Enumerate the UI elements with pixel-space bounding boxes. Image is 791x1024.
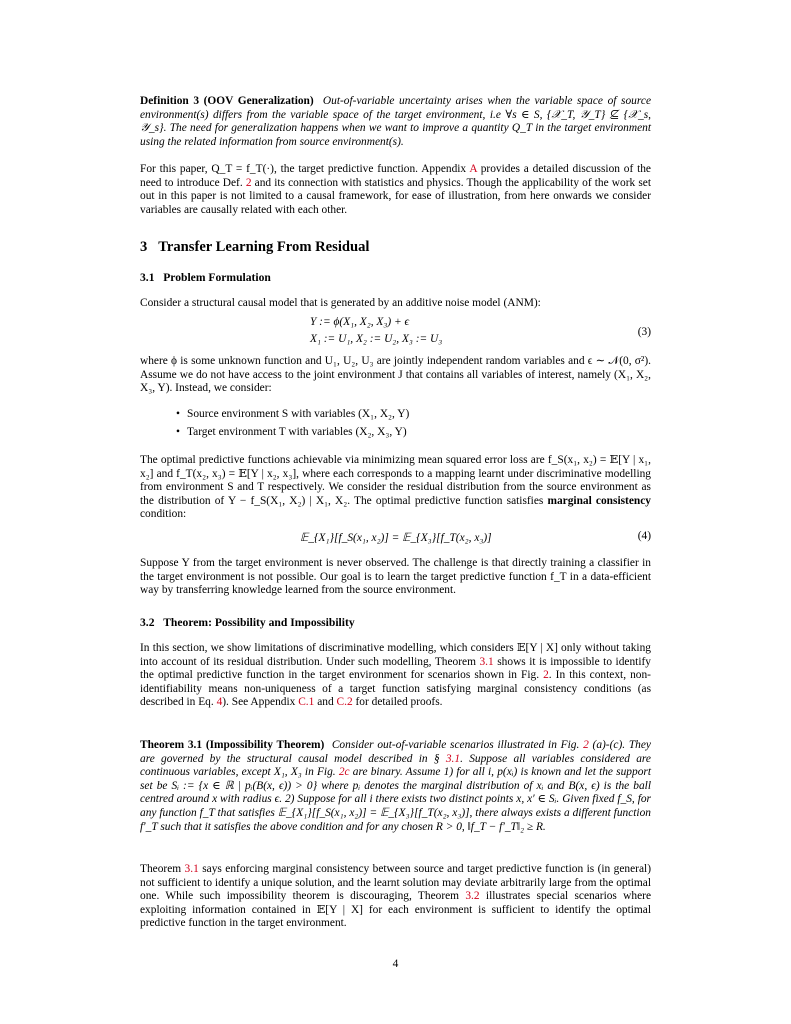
equation-4-number: (4) xyxy=(637,530,651,542)
equation-3-line-1: Y := ϕ(X₁, X₂, X₃) + ϵ xyxy=(310,316,410,328)
list-item: • Source environment S with variables (X₁, X₂, Y) xyxy=(176,408,410,420)
subsection-heading-3-2 xyxy=(140,616,355,629)
definition-body: Out-of-variable uncertainty arises when the variable space of source environment(s) differs from the variable space of the target environment, i.e ∀s ∈ S, {𝒳_T, 𝒴_T} ⊈ {𝒳_s, 𝒴_s}. The need for generalization happens when we want to improve a quantity Q_T in the target environment using the related information from source environment(s). xyxy=(140,95,652,148)
theorem-3-2-link[interactable]: 3.2 xyxy=(465,890,480,903)
appendix-a-link[interactable]: A xyxy=(469,163,477,175)
subsection-number: 3.2 xyxy=(140,616,155,629)
text: illustrates special scenarios where exploiting information contained in 𝔼[Y | X] for each environment is sufficient to identify the optimal predictive function in the target environment. xyxy=(140,890,652,930)
section-number: 3 xyxy=(140,239,148,255)
section-heading xyxy=(140,239,369,256)
subsection-number: 3.1 xyxy=(140,271,155,284)
bold-term: marginal consistency xyxy=(547,494,651,507)
text: (a)-(c). They are governed by the structural causal model described in § xyxy=(140,739,651,765)
fig-2-link[interactable]: 2 xyxy=(543,669,549,682)
bullet-text: Target environment T with variables (X₂, X₃, Y) xyxy=(187,426,407,438)
definition-3 xyxy=(140,95,651,149)
equation-4: 𝔼_{X₁}[f_S(x₁, x₂)] = 𝔼_{X₃}[f_T(x₂, x₃)] xyxy=(300,532,492,544)
paragraph-optimal xyxy=(140,454,651,522)
text: For this paper, Q_T = f_T(·), the target predictive function. Appendix xyxy=(140,163,470,175)
theorem-title: Theorem 3.1 (Impossibility Theorem) xyxy=(140,739,325,751)
equation-3-number: (3) xyxy=(637,326,651,338)
fig-2-link[interactable]: 2 xyxy=(583,739,589,751)
equation-3-line-2: X₁ := U₁, X₂ := U₂, X₃ := U₃ xyxy=(310,333,443,345)
eq-4-link[interactable]: 4 xyxy=(216,696,223,709)
text: condition: xyxy=(140,508,187,521)
text: and xyxy=(314,696,337,709)
paragraph-qt xyxy=(140,163,651,217)
paragraph-assumptions xyxy=(140,355,651,396)
subsection-title: Problem Formulation xyxy=(163,271,271,284)
section-title: Transfer Learning From Residual xyxy=(158,239,370,255)
paragraph-challenge xyxy=(140,557,651,598)
section-3-1-link[interactable]: 3.1 xyxy=(445,752,461,765)
text: for detailed proofs. xyxy=(352,696,443,709)
page-number: 4 xyxy=(392,958,399,970)
text: . Suppose all variables considered are continuous variables, except X₁, X₃ in Fig. xyxy=(140,752,651,779)
text: and its connection with statistics and physics. Though the applicability of the work set out in this paper is not limited to a causal framework, for ease of illustration, from here onwards we consider variables are causally related with each other. xyxy=(140,176,651,216)
paragraph-discussion xyxy=(140,863,651,931)
subsection-heading-3-1 xyxy=(140,271,271,284)
text: ). See Appendix xyxy=(222,696,299,709)
appendix-c2-link[interactable]: C.2 xyxy=(336,696,353,709)
text: shows it is impossible to identify the optimal predictive function in the target environment for scenarios shown in Fig. xyxy=(140,655,651,682)
def-2-link[interactable]: 2 xyxy=(245,176,252,189)
paragraph-limitations xyxy=(140,642,651,710)
text: where ϕ is some unknown function and U₁, U₂, U₃ are jointly independent random variables and ϵ ∼ 𝒩(0, σ²). Assume we do not have access to the joint environment J that contains all variables of interest, namely (X₁, X₂, X₃, Y). Instead, we consider: xyxy=(140,355,651,395)
paragraph-anm xyxy=(140,297,651,311)
theorem-3-1 xyxy=(140,739,651,834)
text: says enforcing marginal consistency between source and target predictive function is (in general) not sufficient to identify a unique solution, and the learnt solution may deviate arbitrarily large from the optimal one. While such impossibility theorem is discouraging, Theorem xyxy=(140,863,651,903)
text: . In this context, non-identifiability means non-uniqueness of a target function satisfying marginal consistency conditions (as described in Eq. xyxy=(140,669,651,709)
bullet-text: Source environment S with variables (X₁, X₂, Y) xyxy=(187,408,410,420)
fig-2c-link[interactable]: 2c xyxy=(338,766,350,779)
theorem-3-1-link[interactable]: 3.1 xyxy=(479,655,494,668)
text: Suppose Y from the target environment is never observed. The challenge is that directly training a classifier in the target environment is not possible. Our goal is to learn the target predictive function f_T in a data-efficient way by transferring knowledge learned from the source environment. xyxy=(140,557,651,597)
text: provides a detailed discussion of the need to introduce Def. xyxy=(140,163,651,189)
environment-list xyxy=(176,408,409,444)
text: Consider a structural causal model that is generated by an additive noise model (ANM): xyxy=(140,297,541,309)
text: are binary. Assume 1) for all i, p(xᵢ) is known and let the support set be Sᵢ := {x ∈ ℝ | pᵢ(B(x, ϵ)) > 0} where pᵢ denotes the marginal distribution of xᵢ and B(x, ϵ) is the ball centred around x with radius ϵ. 2) Suppose for all i there exists two distinct points x, x′ ∈ Sᵢ. Given fixed f_S, for any function f_T that satisfies 𝔼_{X₁}[f_S(x₁, x₂)] = 𝔼_{X₃}[f_T(x₂, x₃)], there always exists a different function f′_T such that it satisfies the above condition and for any chosen R > 0, ‖f_T − f′_T‖₂ ≥ R. xyxy=(140,766,651,833)
list-item: • Target environment T with variables (X₂, X₃, Y) xyxy=(176,426,407,438)
text: In this section, we show limitations of discriminative modelling, which considers 𝔼[Y | X] only without taking into account of its residual distribution. Under such modelling, Theorem xyxy=(140,642,651,668)
appendix-c1-link[interactable]: C.1 xyxy=(298,696,315,709)
definition-title: Definition 3 (OOV Generalization) xyxy=(140,95,314,107)
theorem-3-1-link[interactable]: 3.1 xyxy=(184,863,199,875)
subsection-title: Theorem: Possibility and Impossibility xyxy=(163,616,355,629)
text: Theorem xyxy=(140,863,185,875)
text: Consider out-of-variable scenarios illustrated in Fig. xyxy=(331,739,584,751)
text: The optimal predictive functions achievable via minimizing mean squared error loss are f_S(x₁, x₂) = 𝔼[Y | x₁, x₂] and f_T(x₂, x₃) = 𝔼[Y | x₂, x₃], where each corresponds to a mapping learnt under discriminative modelling from environment S and T respectively. We consider the residual distribution from the source environment as the distribution of Y − f_S(X₁, X₂) | X₁, X₂. The optimal predictive function satisfies xyxy=(140,454,651,507)
